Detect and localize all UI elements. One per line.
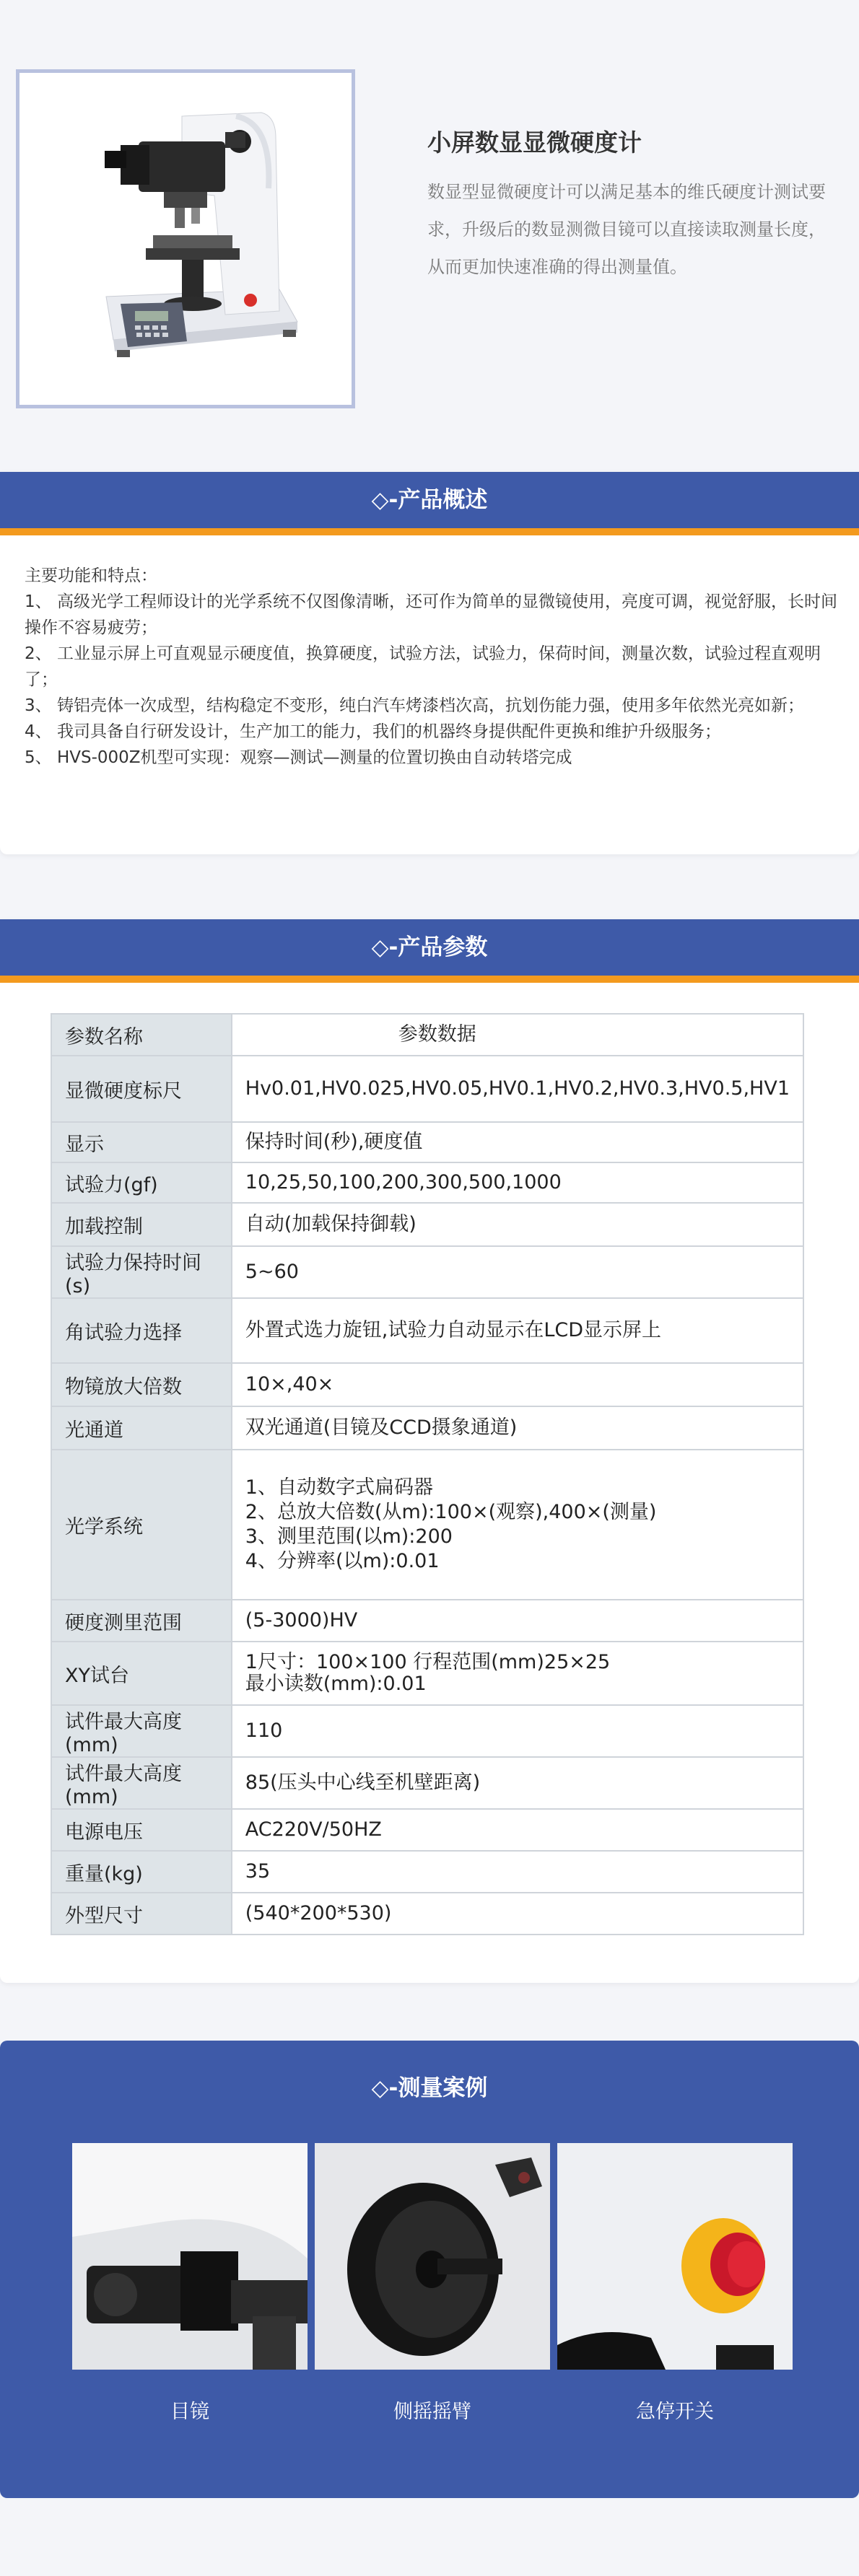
table-row	[51, 1056, 803, 1122]
table-row	[51, 1600, 803, 1642]
param-key: 电源电压	[51, 1809, 232, 1851]
param-key: 显微硬度标尺	[51, 1056, 232, 1122]
table-row	[51, 1851, 803, 1893]
overview-intro: 主要功能和特点：	[25, 566, 157, 585]
overview-item: 2、 工业显示屏上可直观显示硬度值，换算硬度，试验方法，试验力，保荷时间，测量次数，试验过程直观明了；	[25, 644, 821, 689]
param-value: 1尺寸：100×100 行程范围(mm)25×25 最小读数(mm):0.01	[232, 1642, 803, 1705]
table-row	[51, 1162, 803, 1203]
case-image-side-handwheel	[315, 2143, 550, 2370]
overview-section	[0, 472, 859, 854]
params-section	[0, 919, 859, 1983]
product-image-frame	[16, 69, 355, 408]
table-row	[51, 1809, 803, 1851]
table-header-key: 参数名称	[51, 1014, 232, 1056]
param-value: 85(压头中心线至机壁距离)	[232, 1757, 803, 1809]
eyepiece-photo	[72, 2143, 308, 2370]
param-key: 角试验力选择	[51, 1298, 232, 1363]
param-key: XY试台	[51, 1642, 232, 1705]
param-key: 硬度测里范围	[51, 1600, 232, 1642]
param-value: 1、自动数字式扁码器 2、总放大倍数(从m):100×(观察),400×(测量) 3、测里范围(以m):200 4、分辨率(以m):0.01	[232, 1450, 803, 1600]
product-description: 数显型显微硬度计可以满足基本的维氏硬度计测试要求，升级后的数显测微目镜可以直接读取测量长度，从而更加快速准确的得出测量值。	[427, 182, 826, 277]
param-value: 5~60	[232, 1246, 803, 1298]
param-value: 110	[232, 1705, 803, 1757]
param-key: 试验力保持时间(s)	[51, 1246, 232, 1298]
param-value: 10,25,50,100,200,300,500,1000	[232, 1162, 803, 1203]
table-row	[51, 1122, 803, 1162]
param-value: AC220V/50HZ	[232, 1809, 803, 1851]
param-key: 试件最大高度(mm)	[51, 1705, 232, 1757]
table-row	[51, 1203, 803, 1246]
case-label: 侧摇摇臂	[393, 2401, 471, 2423]
param-key: 重量(kg)	[51, 1851, 232, 1893]
param-key: 加载控制	[51, 1203, 232, 1246]
table-row	[51, 1705, 803, 1757]
cases-heading: ◇-测量案例	[371, 2075, 488, 2101]
overview-item: 4、 我司具备自行研发设计，生产加工的能力，我们的机器终身提供配件更换和维护升级服务；	[25, 722, 721, 741]
params-heading: ◇-产品参数	[0, 919, 859, 976]
param-key: 光学系统	[51, 1450, 232, 1600]
table-row	[51, 1406, 803, 1450]
table-header-value: 参数数据	[232, 1014, 803, 1056]
table-row	[51, 1298, 803, 1363]
param-value: 10×,40×	[232, 1363, 803, 1406]
cases-section	[0, 2041, 859, 2498]
overview-item: 1、 高级光学工程师设计的光学系统不仅图像清晰，还可作为简单的显微镜使用，亮度可调，视觉舒服，长时间操作不容易疲劳；	[25, 592, 837, 637]
param-key: 试件最大高度(mm)	[51, 1757, 232, 1809]
param-value: (5-3000)HV	[232, 1600, 803, 1642]
param-value: 外置式选力旋钮,试验力自动显示在LCD显示屏上	[232, 1298, 803, 1363]
params-table	[51, 1013, 804, 1935]
table-row	[51, 1893, 803, 1935]
overview-text	[25, 563, 847, 771]
param-value: 35	[232, 1851, 803, 1893]
param-value: 双光通道(目镜及CCD摄象通道)	[232, 1406, 803, 1450]
case-label: 目镜	[170, 2401, 209, 2423]
case-image-eyepiece	[72, 2143, 308, 2370]
handwheel-photo	[315, 2143, 550, 2370]
product-title: 小屏数显显微硬度计	[427, 128, 642, 157]
overview-item: 5、 HVS-000Z机型可实现：观察—测试—测量的位置切换由自动转塔完成	[25, 748, 572, 767]
param-key: 显示	[51, 1122, 232, 1162]
param-key: 光通道	[51, 1406, 232, 1450]
table-row	[51, 1363, 803, 1406]
param-value: 自动(加载保持御载)	[232, 1203, 803, 1246]
overview-item: 3、 铸铝壳体一次成型，结构稳定不变形，纯白汽车烤漆档次高，抗划伤能力强，使用多年依然光亮如新；	[25, 696, 804, 715]
params-divider	[0, 976, 859, 983]
hardness-tester-image	[19, 73, 352, 405]
table-row	[51, 1450, 803, 1600]
table-row	[51, 1642, 803, 1705]
table-header-row	[51, 1014, 803, 1056]
param-value: (540*200*530)	[232, 1893, 803, 1935]
param-key: 物镜放大倍数	[51, 1363, 232, 1406]
param-value: Hv0.01,HV0.025,HV0.05,HV0.1,HV0.2,HV0.3,HV0.5,HV1	[232, 1056, 803, 1122]
case-label: 急停开关	[636, 2401, 714, 2423]
emergency-stop-photo	[557, 2143, 793, 2370]
param-key: 试验力(gf)	[51, 1162, 232, 1203]
param-key: 外型尺寸	[51, 1893, 232, 1935]
param-value: 保持时间(秒),硬度值	[232, 1122, 803, 1162]
case-image-emergency-stop	[557, 2143, 793, 2370]
overview-heading: ◇-产品概述	[0, 472, 859, 528]
table-row	[51, 1246, 803, 1298]
overview-divider	[0, 528, 859, 535]
table-row	[51, 1757, 803, 1809]
